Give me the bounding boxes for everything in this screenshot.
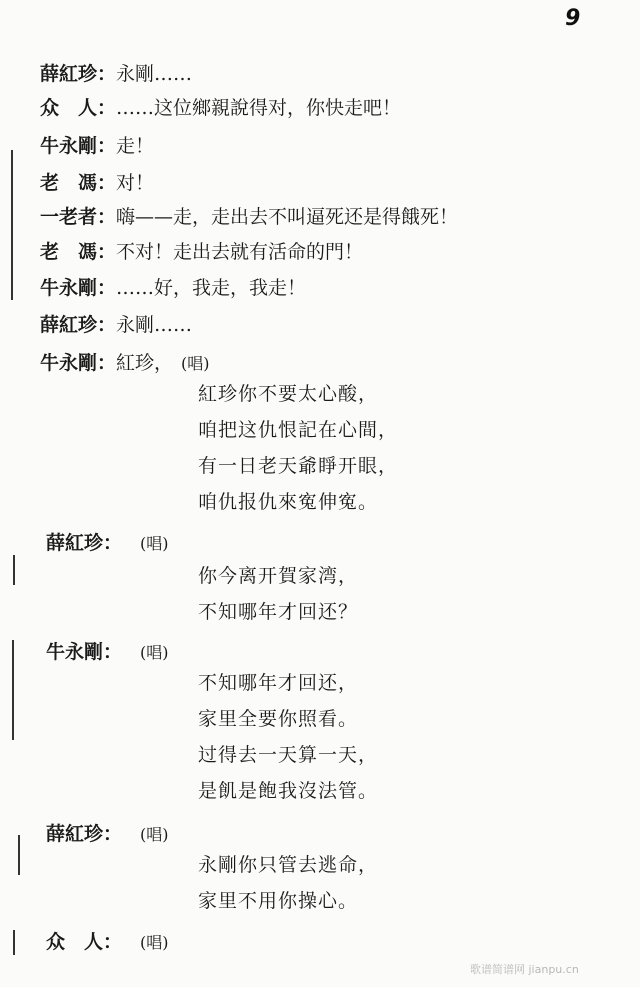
dialogue-text: 走！	[116, 135, 155, 157]
verse-line: 不知哪年才回还？	[198, 601, 359, 623]
margin-mark	[12, 640, 14, 740]
verse-line: 咱仇报仇來寃伸寃。	[198, 491, 379, 513]
page-number: 9	[565, 6, 581, 31]
speaker-name: 牛永剛	[46, 641, 104, 663]
speaker-name: 薛紅珍	[46, 823, 104, 845]
verse-line: 有一日老天爺睜开眼，	[198, 455, 399, 477]
verse-line: 你今离开賀家湾，	[198, 565, 359, 587]
speaker-separator: ：	[103, 641, 123, 663]
dialogue-line	[40, 62, 192, 86]
sing-marker: (唱)	[140, 933, 169, 952]
song-header	[46, 822, 169, 847]
margin-mark	[11, 150, 13, 300]
verse-line: 过得去一天算一天，	[198, 744, 379, 766]
margin-mark	[13, 555, 15, 585]
dialogue-line	[40, 205, 458, 229]
song-header	[46, 930, 169, 955]
dialogue-text: 不对！走出去就有活命的門！	[116, 241, 364, 263]
speaker-separator: ：	[97, 63, 117, 85]
speaker-name: 一老者	[40, 206, 98, 228]
speaker-separator: ：	[97, 352, 117, 374]
speaker-separator: ：	[103, 823, 123, 845]
dialogue-line	[40, 96, 401, 120]
dialogue-text: ……这位鄉親說得对，你快走吧！	[116, 97, 402, 119]
speaker-separator: ：	[97, 135, 117, 157]
speaker-name: 老 馮	[40, 172, 98, 194]
speaker-separator: ：	[103, 532, 123, 554]
verse-line: 不知哪年才回还，	[198, 672, 359, 694]
song-header	[40, 351, 210, 376]
speaker-name: 牛永剛	[40, 352, 98, 374]
verse-line: 家里全要你照看。	[198, 708, 359, 730]
dialogue-text: 对！	[116, 172, 155, 194]
speaker-separator: ：	[97, 314, 117, 336]
sing-marker: (唱)	[140, 534, 169, 553]
speaker-name: 牛永剛	[40, 135, 98, 157]
verse-line: 紅珍你不要太心酸，	[198, 383, 379, 405]
speaker-name: 众 人	[40, 97, 98, 119]
verse-line: 是飢是飽我沒法管。	[198, 780, 379, 802]
dialogue-line	[40, 313, 192, 337]
verse-line: 永剛你只管去逃命，	[198, 854, 379, 876]
dialogue-line	[40, 134, 154, 158]
speaker-name: 薛紅珍	[40, 63, 98, 85]
dialogue-line	[40, 240, 363, 264]
sing-marker: (唱)	[140, 825, 169, 844]
margin-mark	[13, 930, 15, 955]
speaker-separator: ：	[97, 97, 117, 119]
song-header	[46, 531, 169, 556]
dialogue-text: ……好，我走，我走！	[116, 277, 307, 299]
speaker-separator: ：	[97, 172, 117, 194]
dialogue-text: 永剛……	[116, 63, 193, 85]
dialogue-line	[40, 276, 306, 300]
speaker-name: 众 人	[46, 931, 104, 953]
speaker-separator: ：	[97, 241, 117, 263]
song-header	[46, 640, 169, 665]
speaker-name: 牛永剛	[40, 277, 98, 299]
speaker-name: 老 馮	[40, 241, 98, 263]
dialogue-line	[40, 171, 154, 195]
sing-marker: (唱)	[181, 354, 210, 373]
speaker-separator: ：	[97, 206, 117, 228]
sing-marker: (唱)	[140, 643, 169, 662]
verse-line: 家里不用你操心。	[198, 890, 359, 912]
watermark: 歌谱简谱网 jianpu.cn	[470, 963, 579, 976]
margin-mark	[18, 835, 20, 875]
speaker-separator: ：	[103, 931, 123, 953]
speaker-separator: ：	[97, 277, 117, 299]
dialogue-text: 永剛……	[116, 314, 193, 336]
dialogue-text: 嗨——走，走出去不叫逼死还是得餓死！	[116, 206, 459, 228]
verse-line: 咱把这仇恨記在心間，	[198, 419, 399, 441]
song-lead-text: 紅珍，	[116, 352, 174, 374]
speaker-name: 薛紅珍	[46, 532, 104, 554]
speaker-name: 薛紅珍	[40, 314, 98, 336]
